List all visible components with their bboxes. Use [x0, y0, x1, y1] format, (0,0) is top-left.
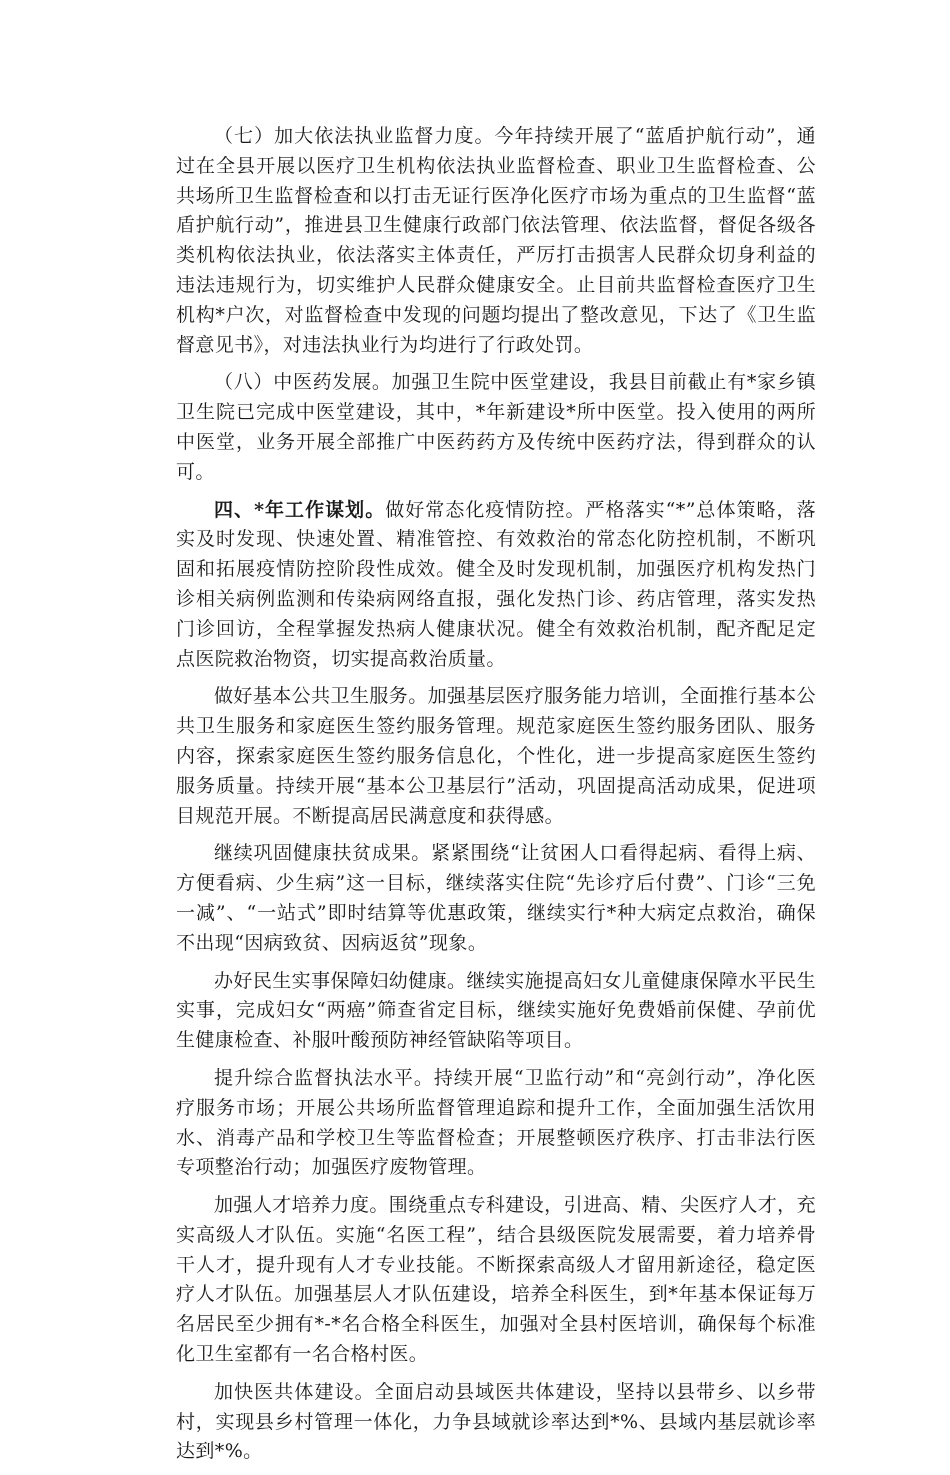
paragraph-text: 提升综合监督执法水平。持续开展“卫监行动”和“亮剑行动”，净化医疗服务市场；开展公共场所监督管理追踪和提升工作，全面加强生活饮用水、消毒产品和学校卫生等监督检查；开展整顿医疗秩序、打击非法行医专项整治行动；加强医疗废物管理。 — [176, 1066, 816, 1179]
document-body — [176, 122, 816, 1475]
paragraph-medical-community — [176, 1378, 816, 1467]
paragraph-maternal-child-health — [176, 967, 816, 1056]
section-heading: 四、*年工作谋划。 — [214, 498, 386, 521]
paragraph-section-4-work-plan — [176, 496, 816, 675]
paragraph-text: （七）加大依法执业监督力度。今年持续开展了“蓝盾护航行动”，通过在全县开展以医疗卫生机构依法执业监督检查、职业卫生监督检查、公共场所卫生监督检查和以打击无证行医净化医疗市场为重点的卫生监督“蓝盾护航行动”，推进县卫生健康行政部门依法管理、依法监督，督促各级各类机构依法执业，依法落实主体责任，严厉打击损害人民群众切身利益的违法违规行为，切实维护人民群众健康安全。止目前共监督检查医疗卫生机构*户次，对监督检查中发现的问题均提出了整改意见，下达了《卫生监督意见书》，对违法执业行为均进行了行政处罚。 — [176, 125, 816, 356]
paragraph-8-tcm-development — [176, 368, 816, 487]
paragraph-text: （八）中医药发展。加强卫生院中医堂建设，我县目前截止有*家乡镇卫生院已完成中医堂建设，其中，*年新建设*所中医堂。投入使用的两所中医堂，业务开展全部推广中医药药方及传统中医药疗法，得到群众的认可。 — [176, 371, 816, 483]
paragraph-public-health — [176, 682, 816, 831]
paragraph-text: 继续巩固健康扶贫成果。紧紧围绕“让贫困人口看得起病、看得上病、方便看病、少生病”这一目标，继续落实住院“先诊疗后付费”、门诊“三免一减”、“一站式”即时结算等优惠政策，继续实行*种大病定点救治，确保不出现“因病致贫、因病返贫”现象。 — [176, 842, 816, 954]
paragraph-poverty-health — [176, 839, 816, 958]
paragraph-text: 办好民生实事保障妇幼健康。继续实施提高妇女儿童健康保障水平民生实事，完成妇女“两癌”筛查省定目标，继续实施好免费婚前保健、孕前优生健康检查、补服叶酸预防神经管缺陷等项目。 — [176, 969, 816, 1052]
paragraph-supervision — [176, 1064, 816, 1183]
paragraph-text: 加强人才培养力度。围绕重点专科建设，引进高、精、尖医疗人才，充实高级人才队伍。实施“名医工程”，结合县级医院发展需要，着力培养骨干人才，提升现有人才专业技能。不断探索高级人才留用新途径，稳定医疗人才队伍。加强基层人才队伍建设，培养全科医生，到*年基本保证每万名居民至少拥有*-*名合格全科医生，加强对全县村医培训，确保每个标准化卫生室都有一名合格村医。 — [176, 1194, 816, 1366]
paragraph-text: 加快医共体建设。全面启动县域医共体建设，坚持以县带乡、以乡带村，实现县乡村管理一体化，力争县域就诊率达到*%、县域内基层就诊率达到*%。 — [176, 1380, 816, 1463]
paragraph-text: 做好基本公共卫生服务。加强基层医疗服务能力培训，全面推行基本公共卫生服务和家庭医生签约服务管理。规范家庭医生签约服务团队、服务内容，探索家庭医生签约服务信息化，个性化，进一步提高家庭医生签约服务质量。持续开展“基本公卫基层行”活动，巩固提高活动成果，促进项目规范开展。不断提高居民满意度和获得感。 — [176, 685, 816, 827]
paragraph-talent-training — [176, 1191, 816, 1370]
paragraph-text: 做好常态化疫情防控。严格落实“*”总体策略，落实及时发现、快速处置、精准管控、有效救治的常态化防控机制，不断巩固和拓展疫情防控阶段性成效。健全及时发现机制，加强医疗机构发热门诊相关病例监测和传染病网络直报，强化发热门诊、药店管理，落实发热门诊回访，全程掌握发热病人健康状况。健全有效救治机制，配齐配足定点医院救治物资，切实提高救治质量。 — [176, 498, 816, 670]
paragraph-7-law-enforcement — [176, 122, 816, 360]
